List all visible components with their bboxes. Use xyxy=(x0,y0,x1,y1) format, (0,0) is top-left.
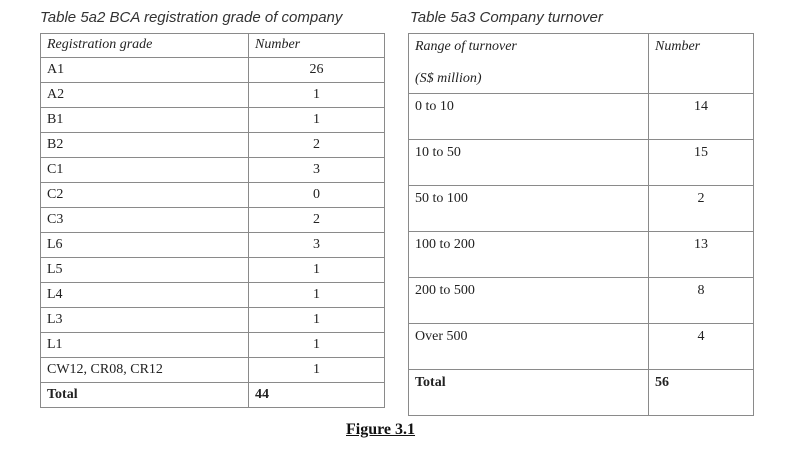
number-cell: 1 xyxy=(249,358,385,383)
table-row xyxy=(41,333,385,358)
table-row xyxy=(41,83,385,108)
table-row xyxy=(41,158,385,183)
grade-cell: A1 xyxy=(41,58,249,83)
range-cell: 0 to 10 xyxy=(409,94,649,140)
number-cell: 3 xyxy=(249,233,385,258)
grade-cell: B1 xyxy=(41,108,249,133)
table-row xyxy=(41,308,385,333)
table-row xyxy=(409,94,754,140)
number-cell: 15 xyxy=(649,140,754,186)
number-cell: 1 xyxy=(249,83,385,108)
number-header: Number xyxy=(249,34,385,58)
grade-cell: C1 xyxy=(41,158,249,183)
number-cell: 3 xyxy=(249,158,385,183)
range-cell: Over 500 xyxy=(409,324,649,370)
grade-cell: C3 xyxy=(41,208,249,233)
grade-cell: L3 xyxy=(41,308,249,333)
number-cell: 1 xyxy=(249,333,385,358)
table-row xyxy=(41,283,385,308)
number-cell: 13 xyxy=(649,232,754,278)
table-row xyxy=(409,278,754,324)
range-cell: 200 to 500 xyxy=(409,278,649,324)
table-row xyxy=(41,58,385,83)
table-5a2-caption: Table 5a2 BCA registration grade of company xyxy=(40,9,343,26)
table-row xyxy=(41,358,385,383)
number-cell: 14 xyxy=(649,94,754,140)
grade-cell: B2 xyxy=(41,133,249,158)
total-label: Total xyxy=(41,383,249,408)
registration-grade-header: Registration grade xyxy=(41,34,249,58)
grade-cell: CW12, CR08, CR12 xyxy=(41,358,249,383)
grade-cell: L1 xyxy=(41,333,249,358)
table-row xyxy=(41,208,385,233)
number-cell: 1 xyxy=(249,308,385,333)
range-header-unit: (S$ million) xyxy=(415,71,482,86)
table-header-row xyxy=(409,34,754,94)
grade-cell: C2 xyxy=(41,183,249,208)
number-cell: 0 xyxy=(249,183,385,208)
figure-label: Figure 3.1 xyxy=(346,421,416,438)
table-row xyxy=(409,324,754,370)
table-row xyxy=(409,140,754,186)
range-of-turnover-header xyxy=(409,34,649,94)
company-turnover-table xyxy=(408,33,754,416)
number-cell: 1 xyxy=(249,258,385,283)
total-row xyxy=(409,370,754,416)
number-cell: 2 xyxy=(649,186,754,232)
table-row xyxy=(41,133,385,158)
number-cell: 8 xyxy=(649,278,754,324)
total-value: 44 xyxy=(249,383,385,408)
range-cell: 100 to 200 xyxy=(409,232,649,278)
range-cell: 50 to 100 xyxy=(409,186,649,232)
number-cell: 4 xyxy=(649,324,754,370)
grade-cell: L5 xyxy=(41,258,249,283)
range-cell: 10 to 50 xyxy=(409,140,649,186)
registration-grade-table xyxy=(40,33,385,408)
number-cell: 1 xyxy=(249,108,385,133)
total-row xyxy=(41,383,385,408)
table-row xyxy=(409,232,754,278)
total-value: 56 xyxy=(649,370,754,416)
grade-cell: L6 xyxy=(41,233,249,258)
table-row xyxy=(409,186,754,232)
grade-cell: A2 xyxy=(41,83,249,108)
number-cell: 2 xyxy=(249,133,385,158)
number-header: Number xyxy=(649,34,754,94)
table-header-row xyxy=(41,34,385,58)
number-cell: 1 xyxy=(249,283,385,308)
table-row xyxy=(41,183,385,208)
table-5a3-caption: Table 5a3 Company turnover xyxy=(410,9,603,26)
table-row xyxy=(41,233,385,258)
total-label: Total xyxy=(409,370,649,416)
table-row xyxy=(41,258,385,283)
range-header-label: Range of turnover xyxy=(415,39,517,54)
table-row xyxy=(41,108,385,133)
number-cell: 2 xyxy=(249,208,385,233)
grade-cell: L4 xyxy=(41,283,249,308)
number-cell: 26 xyxy=(249,58,385,83)
